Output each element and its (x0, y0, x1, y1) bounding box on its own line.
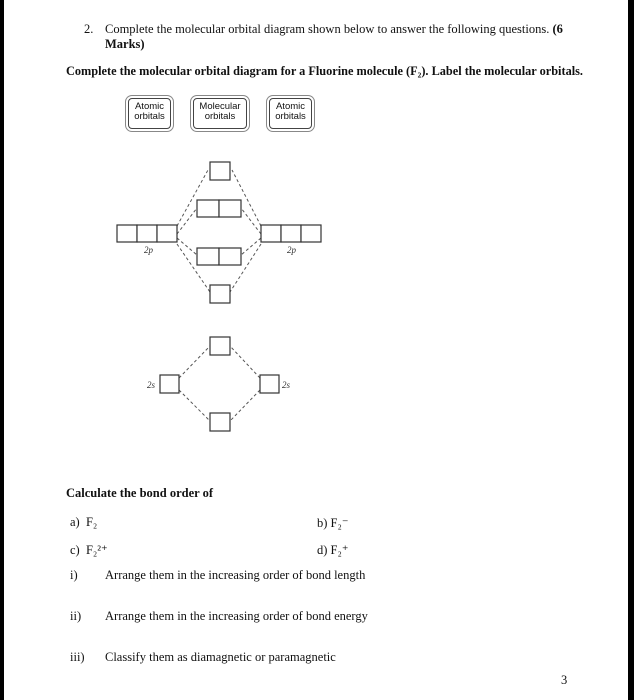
subquestion-text-ii: Arrange them in the increasing order of bond energy (105, 609, 368, 623)
orbital-box-pi-star-2p-2 (219, 200, 241, 217)
orbital-box-2s-right (260, 375, 279, 393)
header-line: Atomic (275, 101, 306, 112)
label-2s-left: 2s (147, 380, 156, 390)
line-2p-left-pi (177, 238, 197, 255)
orbital-box-sigma-2p (210, 285, 230, 303)
orbital-box-sigma-2s (210, 413, 230, 431)
orbital-box-pi-2p-2 (219, 248, 241, 265)
line-2s-right-sigma-star (230, 346, 260, 378)
line-2s-left-sigma-star (179, 346, 210, 378)
instruction: Complete the molecular orbital diagram for a Fluorine molecule (F₂). Label the molecular orbitals. (66, 64, 583, 78)
subquestion-numeral-i: i) (70, 568, 78, 582)
orbital-box-pi-star-2p-1 (197, 200, 219, 217)
page-number: 3 (561, 673, 568, 687)
orbital-box-sigma-star-2s (210, 337, 230, 355)
question-number: 2. (84, 22, 94, 36)
orbital-boxes (117, 162, 321, 431)
mo-diagram (4, 0, 628, 470)
subquestion-text-i: Arrange them in the increasing order of bond length (105, 568, 366, 582)
header-line: orbitals (204, 111, 236, 122)
item-formula: F₂ (85, 515, 98, 529)
orbital-box-2p-left-1 (117, 225, 137, 242)
line-2p-left-sigma-star (177, 170, 208, 226)
item-letter: b) (317, 516, 328, 530)
line-2p-right-pi (241, 238, 261, 255)
orbital-box-2p-right-3 (301, 225, 321, 242)
subquestion-numeral-ii: ii) (70, 609, 82, 623)
header-line: Atomic (134, 101, 165, 112)
orbital-box-2p-left-2 (137, 225, 157, 242)
item-formula: F₂⁻ (330, 516, 349, 530)
orbital-box-2p-left-3 (157, 225, 177, 242)
bond-order-item-c (70, 542, 108, 558)
orbital-box-pi-2p-1 (197, 248, 219, 265)
line-2p-right-sigma-star (232, 170, 261, 226)
item-letter: a) (70, 515, 80, 529)
label-2p-left: 2p (144, 245, 153, 255)
header-line: orbitals (275, 111, 306, 122)
orbital-box-2p-right-1 (261, 225, 281, 242)
header-line: Molecular (199, 101, 241, 112)
question-marks-line2: Marks) (105, 37, 145, 51)
line-2s-right-sigma (230, 390, 260, 421)
bond-order-item-b (317, 515, 348, 531)
item-letter: d) (317, 543, 328, 557)
line-2s-left-sigma (179, 390, 210, 421)
orbital-box-2p-right-2 (281, 225, 301, 242)
question-marks: (6 (552, 22, 563, 36)
bond-order-heading: Calculate the bond order of (66, 486, 213, 500)
item-letter: c) (70, 543, 80, 557)
document-page (4, 0, 628, 700)
label-2p-right: 2p (287, 245, 296, 255)
orbital-box-sigma-star-2p (210, 162, 230, 180)
label-2s-right: 2s (282, 380, 291, 390)
subquestion-text-iii: Classify them as diamagnetic or paramagnetic (105, 650, 336, 664)
item-formula: F₂²⁺ (85, 543, 108, 557)
bond-order-item-d (317, 542, 348, 558)
header-line: orbitals (134, 111, 165, 122)
question-text-line1: Complete the molecular orbital diagram shown below to answer the following questions. (105, 22, 550, 36)
orbital-box-2s-left (160, 375, 179, 393)
item-formula: F₂⁺ (330, 543, 349, 557)
bond-order-item-a (70, 515, 97, 530)
subquestion-numeral-iii: iii) (70, 650, 85, 664)
